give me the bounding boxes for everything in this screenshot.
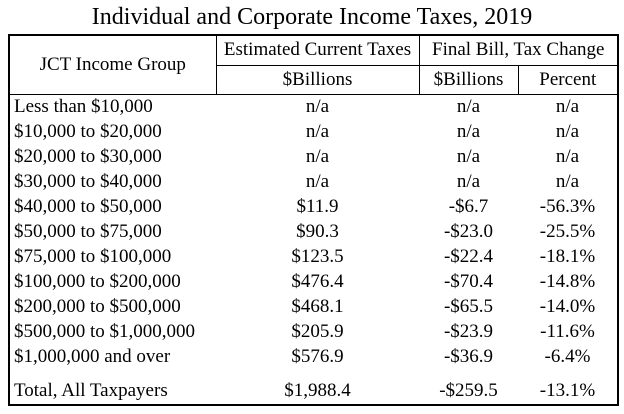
header-estimated-billions: $Billions <box>216 65 419 94</box>
estimated-taxes-cell: $1,988.4 <box>284 379 351 401</box>
change-billions-cell: -$65.5 <box>443 296 494 317</box>
change-billions-cell: n/a <box>456 96 481 117</box>
table-row <box>9 220 618 245</box>
estimated-taxes-cell: $576.9 <box>291 346 344 367</box>
table-row <box>9 320 618 345</box>
change-percent-cell: n/a <box>555 96 580 117</box>
change-billions-cell: -$22.4 <box>443 246 494 267</box>
table-row <box>9 145 618 170</box>
table-header <box>9 35 618 94</box>
change-percent-cell: n/a <box>555 146 580 167</box>
change-billions-cell: -$70.4 <box>443 271 494 292</box>
change-percent-cell: -13.1% <box>539 379 596 401</box>
change-percent-cell: -56.3% <box>539 196 596 217</box>
table-row <box>9 195 618 220</box>
estimated-taxes-cell: $11.9 <box>296 196 339 217</box>
income-group-cell: Total, All Taxpayers <box>14 379 168 401</box>
table-title: Individual and Corporate Income Taxes, 2019 <box>91 4 533 30</box>
table-row <box>9 120 618 145</box>
spacer-cell <box>9 370 618 378</box>
header-row-1 <box>9 35 618 65</box>
income-group-cell: Less than $10,000 <box>14 96 153 117</box>
change-percent-cell: -18.1% <box>539 246 596 267</box>
income-group-cell: $10,000 to $20,000 <box>14 121 162 142</box>
table-row <box>9 295 618 320</box>
total-row-separator <box>9 370 618 378</box>
estimated-taxes-cell: $468.1 <box>291 296 344 317</box>
header-income-group: JCT Income Group <box>9 35 216 94</box>
total-row <box>9 378 618 405</box>
income-group-cell: $40,000 to $50,000 <box>14 196 162 217</box>
table-row <box>9 270 618 295</box>
estimated-taxes-cell: $476.4 <box>291 271 344 292</box>
estimated-taxes-cell: n/a <box>305 171 330 192</box>
change-billions-cell: -$259.5 <box>439 379 498 401</box>
change-billions-cell: -$6.7 <box>448 196 489 217</box>
page <box>0 3 624 414</box>
income-group-cell: $1,000,000 and over <box>14 346 171 367</box>
income-group-cell: $75,000 to $100,000 <box>14 246 172 267</box>
change-billions-cell: -$36.9 <box>443 346 494 367</box>
income-group-cell: $20,000 to $30,000 <box>14 146 162 167</box>
table-body <box>9 94 618 405</box>
change-billions-cell: -$23.0 <box>443 221 494 242</box>
change-billions-cell: -$23.9 <box>443 321 494 342</box>
estimated-taxes-cell: n/a <box>305 121 330 142</box>
table-row <box>9 170 618 195</box>
change-billions-cell: n/a <box>456 146 481 167</box>
income-group-cell: $100,000 to $200,000 <box>14 271 181 292</box>
change-billions-cell: n/a <box>456 171 481 192</box>
estimated-taxes-cell: $123.5 <box>291 246 344 267</box>
change-billions-cell: n/a <box>456 121 481 142</box>
income-group-cell: $50,000 to $75,000 <box>14 221 162 242</box>
change-percent-cell: -14.8% <box>539 271 596 292</box>
estimated-taxes-cell: $90.3 <box>296 221 339 242</box>
income-group-cell: $30,000 to $40,000 <box>14 171 162 192</box>
change-percent-cell: -25.5% <box>539 221 596 242</box>
income-group-cell: $500,000 to $1,000,000 <box>14 321 196 342</box>
header-final-percent: Percent <box>518 65 618 94</box>
estimated-taxes-cell: n/a <box>305 146 330 167</box>
change-percent-cell: -11.6% <box>540 321 595 342</box>
header-estimated-current-taxes: Estimated Current Taxes <box>216 35 419 65</box>
change-percent-cell: -6.4% <box>544 346 591 367</box>
header-final-billions: $Billions <box>419 65 518 94</box>
table-row <box>9 245 618 270</box>
income-group-cell: $200,000 to $500,000 <box>14 296 181 317</box>
income-tax-table <box>8 34 619 406</box>
change-percent-cell: n/a <box>555 121 580 142</box>
change-percent-cell: -14.0% <box>539 296 596 317</box>
estimated-taxes-cell: $205.9 <box>291 321 344 342</box>
header-final-bill-tax-change: Final Bill, Tax Change <box>419 35 618 65</box>
change-percent-cell: n/a <box>555 171 580 192</box>
table-row <box>9 94 618 120</box>
estimated-taxes-cell: n/a <box>305 96 330 117</box>
table-row <box>9 345 618 370</box>
